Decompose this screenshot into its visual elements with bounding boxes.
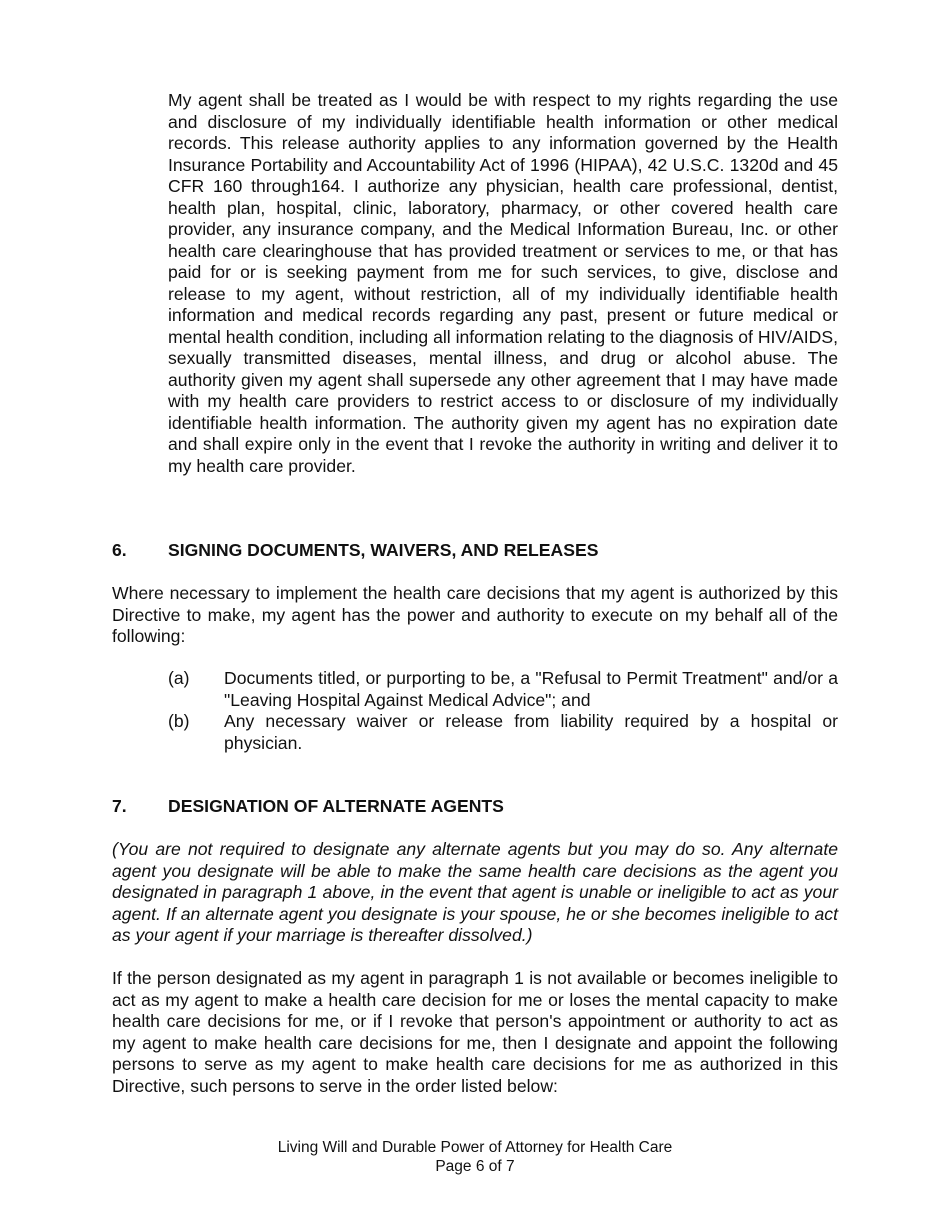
hipaa-release-paragraph: My agent shall be treated as I would be with respect to my rights regarding the use and disclosure of my individually identifiable health information or other medical records. This release authority applies to any information governed by the Health Insurance Portability and Accountability Act of 1996 (HIPAA), 42 U.S.C. 1320d and 45 CFR 160 through164. I authorize any physician, health care professional, dentist, health plan, hospital, clinic, laboratory, pharmacy, or other covered health care provider, any insurance company, and the Medical Information Bureau, Inc. or other health care clearinghouse that has provided treatment or services to me, or that has paid for or is seeking payment from me for such services, to give, disclose and release to my agent, without restriction, all of my individually identifiable health information and medical records regarding any past, present or future medical or mental health condition, including all information relating to the diagnosis of HIV/AIDS, sexually transmitted diseases, mental illness, and drug or alcohol abuse. The authority given my agent shall supersede any other agreement that I may have made with my health care providers to restrict access to or disclosure of my individually identifiable health information. The authority given my agent has no expiration date and shall expire only in the event that I revoke the authority in writing and deliver it to my health care provider. bbox=[168, 90, 838, 476]
section-7-instruction-note: (You are not required to designate any alternate agents but you may do so. Any alternate agent you designate will be able to make the same health care decisions as the agent you designated in paragraph 1 above, in the event that agent is unable or ineligible to act as your agent. If an alternate agent you designate is your spouse, he or she becomes ineligible to act as your agent if your marriage is thereafter dissolved.) bbox=[112, 839, 838, 945]
list-item bbox=[168, 668, 838, 711]
list-item-label: (b) bbox=[168, 711, 190, 731]
page-footer bbox=[0, 1138, 950, 1176]
section-7-body: If the person designated as my agent in paragraph 1 is not available or becomes ineligible to act as my agent to make a health care decision for me or loses the mental capacity to make health care decisions for me, or if I revoke that person's appointment or authority to act as my agent to make health care decisions for me, then I designate and appoint the following persons to serve as my agent to make health care decisions for me as authorized in this Directive, such persons to serve in the order listed below: bbox=[112, 968, 838, 1096]
section-6-title: SIGNING DOCUMENTS, WAIVERS, AND RELEASES bbox=[168, 540, 599, 560]
section-7-title: DESIGNATION OF ALTERNATE AGENTS bbox=[168, 796, 504, 816]
list-item bbox=[168, 711, 838, 754]
list-item-text: Documents titled, or purporting to be, a "Refusal to Permit Treatment" and/or a "Leaving Hospital Against Medical Advice"; and bbox=[224, 668, 838, 710]
footer-page-number: Page 6 of 7 bbox=[435, 1158, 515, 1175]
section-6-number: 6. bbox=[112, 540, 127, 560]
section-6-body: Where necessary to implement the health care decisions that my agent is authorized by this Directive to make, my agent has the power and authority to execute on my behalf all of the following: bbox=[112, 583, 838, 646]
section-7-heading bbox=[112, 796, 504, 818]
section-6-heading bbox=[112, 540, 598, 562]
section-7-number: 7. bbox=[112, 796, 127, 816]
list-item-label: (a) bbox=[168, 668, 190, 688]
footer-document-title: Living Will and Durable Power of Attorney for Health Care bbox=[277, 1139, 673, 1156]
list-item-text: Any necessary waiver or release from liability required by a hospital or physician. bbox=[224, 711, 838, 753]
